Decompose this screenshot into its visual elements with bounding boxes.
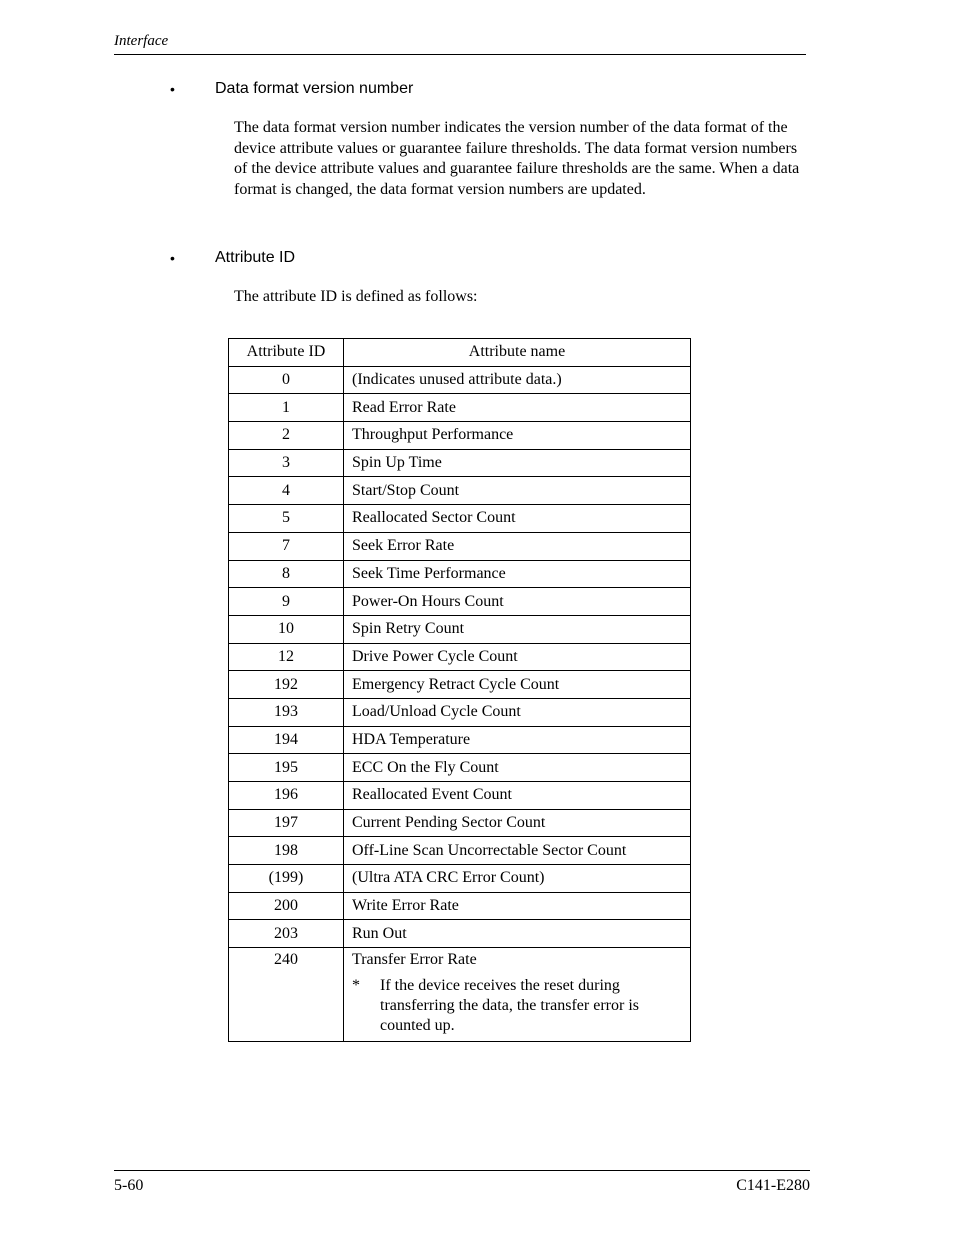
attribute-name-cell: Reallocated Sector Count (344, 505, 691, 533)
attribute-id-cell: 192 (229, 671, 344, 699)
table-row (229, 422, 691, 450)
attribute-name-cell: Load/Unload Cycle Count (344, 698, 691, 726)
attribute-id-cell: 194 (229, 726, 344, 754)
attribute-id-cell: 5 (229, 505, 344, 533)
attribute-name-cell: Seek Time Performance (344, 560, 691, 588)
table-row (229, 782, 691, 810)
table-row (229, 892, 691, 920)
attribute-name-cell: Drive Power Cycle Count (344, 643, 691, 671)
attribute-id-cell: 10 (229, 615, 344, 643)
header-title: Interface (114, 33, 169, 49)
table-row (229, 920, 691, 948)
table-row (229, 615, 691, 643)
attribute-id-cell: 195 (229, 754, 344, 782)
table-header-row (229, 339, 691, 367)
attribute-id-cell: (199) (229, 865, 344, 893)
attribute-id-cell: 4 (229, 477, 344, 505)
attribute-name-cell: HDA Temperature (344, 726, 691, 754)
attribute-id-cell: 193 (229, 698, 344, 726)
attribute-name-cell: Read Error Rate (344, 394, 691, 422)
attribute-id-cell: 196 (229, 782, 344, 810)
table-row (229, 643, 691, 671)
table-row (229, 588, 691, 616)
table-row (229, 698, 691, 726)
asterisk-icon: * (352, 977, 360, 995)
table-row (229, 394, 691, 422)
attribute-id-cell: 200 (229, 892, 344, 920)
attribute-name-cell: Emergency Retract Cycle Count (344, 671, 691, 699)
attribute-name-cell: ECC On the Fly Count (344, 754, 691, 782)
table-row (229, 809, 691, 837)
attribute-name-cell: Spin Retry Count (344, 615, 691, 643)
table-row (229, 948, 691, 1042)
footnote (352, 976, 690, 1040)
attribute-id-cell: 197 (229, 809, 344, 837)
page-footer (114, 1170, 810, 1194)
bullet-icon: • (170, 250, 175, 266)
document-id: C141-E280 (736, 1177, 810, 1194)
attribute-id-cell: 3 (229, 449, 344, 477)
section-paragraph: The data format version number indicates the version number of the data format of the device attribute values or guarantee failure thresholds. The data format version numbers of the device attribute values and guarantee failure thresholds are the same. When a data format is changed, the data format version numbers are updated. (234, 119, 800, 198)
table-row (229, 560, 691, 588)
section-paragraph: The attribute ID is defined as follows: (234, 288, 478, 305)
attribute-name-cell: (Ultra ATA CRC Error Count) (344, 865, 691, 893)
table-body (229, 366, 691, 1041)
attribute-id-table (228, 338, 691, 1042)
attribute-id-cell: 1 (229, 394, 344, 422)
table-row (229, 726, 691, 754)
footnote-text: If the device receives the reset during transferring the data, the transfer error is counted up. (380, 977, 639, 1035)
attribute-name-cell: Reallocated Event Count (344, 782, 691, 810)
section-heading: Data format version number (215, 80, 414, 97)
section-heading: Attribute ID (215, 249, 296, 266)
attribute-name-cell: (Indicates unused attribute data.) (344, 366, 691, 394)
page-header (114, 32, 806, 55)
attribute-id-cell: 7 (229, 532, 344, 560)
column-header-name: Attribute name (344, 339, 691, 367)
attribute-id-cell: 8 (229, 560, 344, 588)
attribute-id-cell: 12 (229, 643, 344, 671)
attribute-id-cell: 198 (229, 837, 344, 865)
attribute-name-text: Transfer Error Rate (352, 951, 477, 969)
table-row (229, 532, 691, 560)
table-row (229, 754, 691, 782)
attribute-name-cell: Seek Error Rate (344, 532, 691, 560)
attribute-name-cell: Power-On Hours Count (344, 588, 691, 616)
table-row (229, 837, 691, 865)
attribute-name-cell: Throughput Performance (344, 422, 691, 450)
attribute-id-cell: 240 (229, 948, 344, 1042)
attribute-name-cell: Off-Line Scan Uncorrectable Sector Count (344, 837, 691, 865)
attribute-name-cell: Current Pending Sector Count (344, 809, 691, 837)
attribute-name-cell: Write Error Rate (344, 892, 691, 920)
attribute-name-cell: Start/Stop Count (344, 477, 691, 505)
table-row (229, 671, 691, 699)
table-row (229, 366, 691, 394)
attribute-name-cell (344, 948, 691, 1042)
table-row (229, 449, 691, 477)
table-row (229, 505, 691, 533)
attribute-name-cell: Spin Up Time (344, 449, 691, 477)
attribute-id-cell: 203 (229, 920, 344, 948)
column-header-id: Attribute ID (229, 339, 344, 367)
attribute-id-cell: 2 (229, 422, 344, 450)
attribute-id-cell: 9 (229, 588, 344, 616)
table-row (229, 865, 691, 893)
attribute-name-cell: Run Out (344, 920, 691, 948)
page-number: 5-60 (114, 1177, 144, 1194)
attribute-id-cell: 0 (229, 366, 344, 394)
table-row (229, 477, 691, 505)
bullet-icon: • (170, 81, 175, 97)
